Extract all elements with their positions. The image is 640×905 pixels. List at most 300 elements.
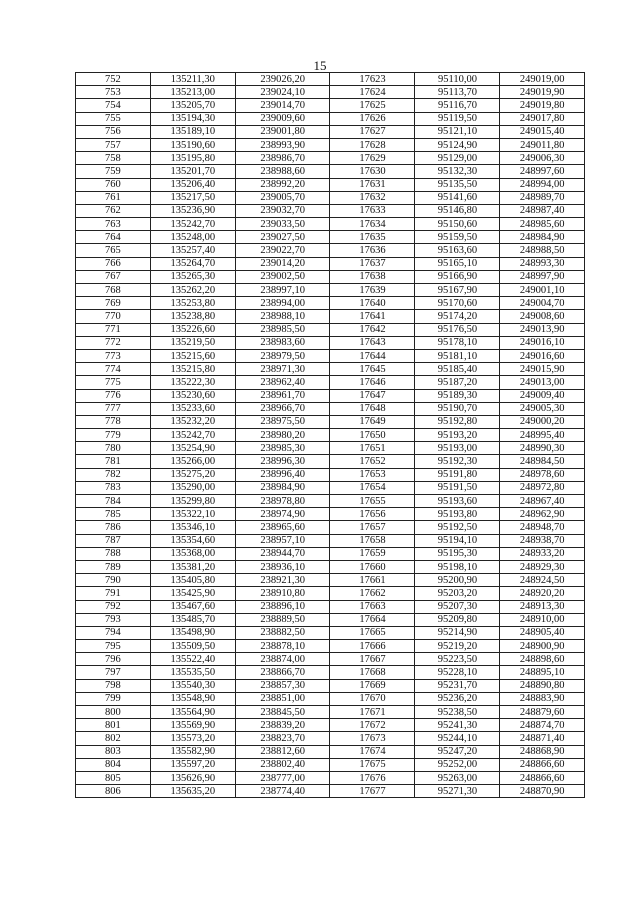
x-coordinate-cell: 135194,30: [150, 112, 235, 125]
x-coordinate-2-cell: 95228,10: [415, 666, 500, 679]
x-coordinate-2-cell: 95163,60: [415, 244, 500, 257]
point-number-2-cell: 17658: [330, 534, 415, 547]
table-row: [76, 574, 585, 587]
x-coordinate-cell: 135248,00: [150, 231, 235, 244]
y-coordinate-cell: 238823,70: [235, 732, 330, 745]
table-row: [76, 363, 585, 376]
table-row: [76, 73, 585, 86]
point-number-cell: 791: [76, 587, 151, 600]
table-row: [76, 112, 585, 125]
x-coordinate-2-cell: 95192,80: [415, 415, 500, 428]
point-number-cell: 755: [76, 112, 151, 125]
y-coordinate-2-cell: 248905,40: [500, 626, 585, 639]
table-row: [76, 270, 585, 283]
point-number-2-cell: 17649: [330, 415, 415, 428]
point-number-2-cell: 17648: [330, 402, 415, 415]
point-number-cell: 806: [76, 785, 151, 798]
x-coordinate-cell: 135573,20: [150, 732, 235, 745]
y-coordinate-cell: 239033,50: [235, 218, 330, 231]
y-coordinate-cell: 238866,70: [235, 666, 330, 679]
x-coordinate-cell: 135264,70: [150, 257, 235, 270]
x-coordinate-cell: 135425,90: [150, 587, 235, 600]
table-row: [76, 442, 585, 455]
x-coordinate-2-cell: 95166,90: [415, 270, 500, 283]
point-number-cell: 805: [76, 771, 151, 784]
x-coordinate-cell: 135564,90: [150, 706, 235, 719]
y-coordinate-2-cell: 248895,10: [500, 666, 585, 679]
point-number-2-cell: 17654: [330, 481, 415, 494]
x-coordinate-cell: 135265,30: [150, 270, 235, 283]
x-coordinate-2-cell: 95141,60: [415, 191, 500, 204]
table-row: [76, 389, 585, 402]
y-coordinate-2-cell: 249001,10: [500, 284, 585, 297]
x-coordinate-cell: 135217,50: [150, 191, 235, 204]
point-number-cell: 792: [76, 600, 151, 613]
x-coordinate-cell: 135467,60: [150, 600, 235, 613]
x-coordinate-cell: 135299,80: [150, 495, 235, 508]
x-coordinate-2-cell: 95200,90: [415, 574, 500, 587]
y-coordinate-cell: 238851,00: [235, 692, 330, 705]
point-number-2-cell: 17634: [330, 218, 415, 231]
point-number-cell: 793: [76, 613, 151, 626]
point-number-2-cell: 17645: [330, 363, 415, 376]
x-coordinate-2-cell: 95244,10: [415, 732, 500, 745]
x-coordinate-cell: 135498,90: [150, 626, 235, 639]
x-coordinate-cell: 135242,70: [150, 218, 235, 231]
x-coordinate-cell: 135275,20: [150, 468, 235, 481]
x-coordinate-2-cell: 95174,20: [415, 310, 500, 323]
y-coordinate-2-cell: 248924,50: [500, 574, 585, 587]
y-coordinate-2-cell: 248938,70: [500, 534, 585, 547]
table-row: [76, 336, 585, 349]
point-number-cell: 760: [76, 178, 151, 191]
point-number-cell: 786: [76, 521, 151, 534]
x-coordinate-2-cell: 95198,10: [415, 560, 500, 573]
y-coordinate-2-cell: 248972,80: [500, 481, 585, 494]
point-number-cell: 804: [76, 758, 151, 771]
point-number-2-cell: 17638: [330, 270, 415, 283]
x-coordinate-2-cell: 95191,80: [415, 468, 500, 481]
table-row: [76, 613, 585, 626]
point-number-2-cell: 17673: [330, 732, 415, 745]
table-row: [76, 415, 585, 428]
point-number-2-cell: 17661: [330, 574, 415, 587]
point-number-cell: 798: [76, 679, 151, 692]
x-coordinate-cell: 135485,70: [150, 613, 235, 626]
point-number-cell: 794: [76, 626, 151, 639]
table-row: [76, 600, 585, 613]
x-coordinate-2-cell: 95135,50: [415, 178, 500, 191]
x-coordinate-2-cell: 95167,90: [415, 284, 500, 297]
table-row: [76, 745, 585, 758]
x-coordinate-cell: 135215,60: [150, 349, 235, 362]
x-coordinate-cell: 135232,20: [150, 415, 235, 428]
x-coordinate-2-cell: 95146,80: [415, 204, 500, 217]
point-number-cell: 771: [76, 323, 151, 336]
table-row: [76, 455, 585, 468]
point-number-2-cell: 17641: [330, 310, 415, 323]
point-number-cell: 802: [76, 732, 151, 745]
y-coordinate-cell: 239009,60: [235, 112, 330, 125]
x-coordinate-2-cell: 95119,50: [415, 112, 500, 125]
point-number-2-cell: 17640: [330, 297, 415, 310]
y-coordinate-2-cell: 248962,90: [500, 508, 585, 521]
point-number-cell: 780: [76, 442, 151, 455]
table-row: [76, 468, 585, 481]
x-coordinate-2-cell: 95238,50: [415, 706, 500, 719]
y-coordinate-cell: 238936,10: [235, 560, 330, 573]
x-coordinate-cell: 135405,80: [150, 574, 235, 587]
y-coordinate-cell: 239014,70: [235, 99, 330, 112]
table-row: [76, 679, 585, 692]
x-coordinate-2-cell: 95231,70: [415, 679, 500, 692]
point-number-cell: 788: [76, 547, 151, 560]
x-coordinate-cell: 135242,70: [150, 429, 235, 442]
point-number-2-cell: 17633: [330, 204, 415, 217]
point-number-2-cell: 17639: [330, 284, 415, 297]
point-number-2-cell: 17668: [330, 666, 415, 679]
y-coordinate-2-cell: 249011,80: [500, 138, 585, 151]
y-coordinate-2-cell: 248866,60: [500, 758, 585, 771]
point-number-2-cell: 17664: [330, 613, 415, 626]
point-number-cell: 781: [76, 455, 151, 468]
point-number-2-cell: 17655: [330, 495, 415, 508]
y-coordinate-cell: 238971,30: [235, 363, 330, 376]
y-coordinate-cell: 239032,70: [235, 204, 330, 217]
table-row: [76, 666, 585, 679]
x-coordinate-2-cell: 95193,80: [415, 508, 500, 521]
y-coordinate-2-cell: 248984,50: [500, 455, 585, 468]
x-coordinate-cell: 135626,90: [150, 771, 235, 784]
x-coordinate-cell: 135290,00: [150, 481, 235, 494]
table-row: [76, 771, 585, 784]
y-coordinate-cell: 238974,90: [235, 508, 330, 521]
point-number-2-cell: 17674: [330, 745, 415, 758]
point-number-2-cell: 17667: [330, 653, 415, 666]
point-number-cell: 758: [76, 152, 151, 165]
x-coordinate-cell: 135381,20: [150, 560, 235, 573]
y-coordinate-2-cell: 248870,90: [500, 785, 585, 798]
x-coordinate-2-cell: 95110,00: [415, 73, 500, 86]
y-coordinate-cell: 238965,60: [235, 521, 330, 534]
x-coordinate-cell: 135522,40: [150, 653, 235, 666]
point-number-2-cell: 17628: [330, 138, 415, 151]
x-coordinate-cell: 135230,60: [150, 389, 235, 402]
x-coordinate-2-cell: 95159,50: [415, 231, 500, 244]
y-coordinate-cell: 238994,00: [235, 297, 330, 310]
y-coordinate-cell: 238996,40: [235, 468, 330, 481]
coordinates-table: [75, 72, 585, 798]
point-number-2-cell: 17636: [330, 244, 415, 257]
y-coordinate-cell: 238839,20: [235, 719, 330, 732]
x-coordinate-2-cell: 95252,00: [415, 758, 500, 771]
point-number-cell: 799: [76, 692, 151, 705]
y-coordinate-cell: 238774,40: [235, 785, 330, 798]
point-number-2-cell: 17627: [330, 125, 415, 138]
y-coordinate-2-cell: 248910,00: [500, 613, 585, 626]
point-number-2-cell: 17653: [330, 468, 415, 481]
table-row: [76, 138, 585, 151]
point-number-cell: 779: [76, 429, 151, 442]
y-coordinate-cell: 239001,80: [235, 125, 330, 138]
point-number-cell: 801: [76, 719, 151, 732]
y-coordinate-2-cell: 248920,20: [500, 587, 585, 600]
y-coordinate-cell: 238988,60: [235, 165, 330, 178]
x-coordinate-cell: 135368,00: [150, 547, 235, 560]
x-coordinate-cell: 135236,90: [150, 204, 235, 217]
point-number-cell: 778: [76, 415, 151, 428]
y-coordinate-cell: 238882,50: [235, 626, 330, 639]
y-coordinate-cell: 238777,00: [235, 771, 330, 784]
x-coordinate-cell: 135213,00: [150, 86, 235, 99]
x-coordinate-cell: 135219,50: [150, 336, 235, 349]
x-coordinate-2-cell: 95150,60: [415, 218, 500, 231]
point-number-cell: 754: [76, 99, 151, 112]
x-coordinate-2-cell: 95203,20: [415, 587, 500, 600]
y-coordinate-cell: 238812,60: [235, 745, 330, 758]
table-row: [76, 547, 585, 560]
x-coordinate-2-cell: 95247,20: [415, 745, 500, 758]
x-coordinate-cell: 135582,90: [150, 745, 235, 758]
x-coordinate-cell: 135195,80: [150, 152, 235, 165]
point-number-cell: 762: [76, 204, 151, 217]
point-number-2-cell: 17656: [330, 508, 415, 521]
x-coordinate-2-cell: 95209,80: [415, 613, 500, 626]
y-coordinate-2-cell: 248866,60: [500, 771, 585, 784]
y-coordinate-2-cell: 249017,80: [500, 112, 585, 125]
table-row: [76, 719, 585, 732]
table-row: [76, 310, 585, 323]
table-row: [76, 349, 585, 362]
x-coordinate-2-cell: 95192,50: [415, 521, 500, 534]
y-coordinate-2-cell: 249013,90: [500, 323, 585, 336]
x-coordinate-cell: 135226,60: [150, 323, 235, 336]
x-coordinate-2-cell: 95271,30: [415, 785, 500, 798]
y-coordinate-cell: 238985,50: [235, 323, 330, 336]
point-number-2-cell: 17629: [330, 152, 415, 165]
x-coordinate-cell: 135257,40: [150, 244, 235, 257]
point-number-cell: 783: [76, 481, 151, 494]
x-coordinate-2-cell: 95214,90: [415, 626, 500, 639]
point-number-cell: 795: [76, 640, 151, 653]
point-number-cell: 773: [76, 349, 151, 362]
y-coordinate-cell: 238896,10: [235, 600, 330, 613]
x-coordinate-cell: 135597,20: [150, 758, 235, 771]
table-row: [76, 626, 585, 639]
table-row: [76, 99, 585, 112]
x-coordinate-2-cell: 95185,40: [415, 363, 500, 376]
table-row: [76, 508, 585, 521]
point-number-cell: 757: [76, 138, 151, 151]
point-number-cell: 770: [76, 310, 151, 323]
point-number-cell: 785: [76, 508, 151, 521]
point-number-2-cell: 17666: [330, 640, 415, 653]
y-coordinate-2-cell: 249016,10: [500, 336, 585, 349]
table-row: [76, 481, 585, 494]
point-number-2-cell: 17670: [330, 692, 415, 705]
point-number-2-cell: 17651: [330, 442, 415, 455]
y-coordinate-2-cell: 248868,90: [500, 745, 585, 758]
y-coordinate-cell: 238992,20: [235, 178, 330, 191]
x-coordinate-2-cell: 95193,60: [415, 495, 500, 508]
x-coordinate-2-cell: 95194,10: [415, 534, 500, 547]
y-coordinate-2-cell: 248871,40: [500, 732, 585, 745]
y-coordinate-2-cell: 248898,60: [500, 653, 585, 666]
y-coordinate-cell: 238996,30: [235, 455, 330, 468]
point-number-2-cell: 17626: [330, 112, 415, 125]
point-number-cell: 761: [76, 191, 151, 204]
point-number-2-cell: 17647: [330, 389, 415, 402]
y-coordinate-cell: 238845,50: [235, 706, 330, 719]
y-coordinate-cell: 238993,90: [235, 138, 330, 151]
y-coordinate-cell: 239027,50: [235, 231, 330, 244]
table-row: [76, 244, 585, 257]
y-coordinate-2-cell: 249019,80: [500, 99, 585, 112]
x-coordinate-2-cell: 95263,00: [415, 771, 500, 784]
y-coordinate-2-cell: 248879,60: [500, 706, 585, 719]
point-number-cell: 752: [76, 73, 151, 86]
x-coordinate-2-cell: 95192,30: [415, 455, 500, 468]
point-number-cell: 787: [76, 534, 151, 547]
x-coordinate-cell: 135254,90: [150, 442, 235, 455]
y-coordinate-cell: 238889,50: [235, 613, 330, 626]
table-body: [76, 73, 585, 798]
y-coordinate-cell: 238997,10: [235, 284, 330, 297]
point-number-2-cell: 17630: [330, 165, 415, 178]
point-number-cell: 776: [76, 389, 151, 402]
point-number-2-cell: 17669: [330, 679, 415, 692]
table-row: [76, 785, 585, 798]
x-coordinate-cell: 135206,40: [150, 178, 235, 191]
point-number-cell: 800: [76, 706, 151, 719]
table-row: [76, 402, 585, 415]
y-coordinate-2-cell: 248989,70: [500, 191, 585, 204]
y-coordinate-cell: 238983,60: [235, 336, 330, 349]
y-coordinate-2-cell: 248990,30: [500, 442, 585, 455]
y-coordinate-2-cell: 249016,60: [500, 349, 585, 362]
x-coordinate-2-cell: 95116,70: [415, 99, 500, 112]
table-row: [76, 692, 585, 705]
x-coordinate-2-cell: 95165,10: [415, 257, 500, 270]
point-number-2-cell: 17644: [330, 349, 415, 362]
x-coordinate-cell: 135201,70: [150, 165, 235, 178]
point-number-cell: 753: [76, 86, 151, 99]
x-coordinate-cell: 135354,60: [150, 534, 235, 547]
y-coordinate-2-cell: 248948,70: [500, 521, 585, 534]
x-coordinate-cell: 135238,80: [150, 310, 235, 323]
x-coordinate-cell: 135205,70: [150, 99, 235, 112]
y-coordinate-2-cell: 248929,30: [500, 560, 585, 573]
point-number-2-cell: 17650: [330, 429, 415, 442]
point-number-cell: 774: [76, 363, 151, 376]
x-coordinate-cell: 135189,10: [150, 125, 235, 138]
point-number-2-cell: 17672: [330, 719, 415, 732]
table-row: [76, 191, 585, 204]
x-coordinate-2-cell: 95207,30: [415, 600, 500, 613]
x-coordinate-cell: 135211,30: [150, 73, 235, 86]
x-coordinate-cell: 135222,30: [150, 376, 235, 389]
x-coordinate-2-cell: 95193,00: [415, 442, 500, 455]
y-coordinate-cell: 239005,70: [235, 191, 330, 204]
point-number-2-cell: 17642: [330, 323, 415, 336]
y-coordinate-2-cell: 248994,00: [500, 178, 585, 191]
table-row: [76, 284, 585, 297]
y-coordinate-2-cell: 249006,30: [500, 152, 585, 165]
point-number-cell: 789: [76, 560, 151, 573]
y-coordinate-2-cell: 248988,50: [500, 244, 585, 257]
y-coordinate-2-cell: 248933,20: [500, 547, 585, 560]
point-number-cell: 765: [76, 244, 151, 257]
y-coordinate-2-cell: 248993,30: [500, 257, 585, 270]
x-coordinate-cell: 135509,50: [150, 640, 235, 653]
x-coordinate-cell: 135569,90: [150, 719, 235, 732]
y-coordinate-cell: 238978,80: [235, 495, 330, 508]
point-number-2-cell: 17652: [330, 455, 415, 468]
x-coordinate-2-cell: 95181,10: [415, 349, 500, 362]
y-coordinate-2-cell: 248967,40: [500, 495, 585, 508]
x-coordinate-2-cell: 95191,50: [415, 481, 500, 494]
point-number-2-cell: 17643: [330, 336, 415, 349]
x-coordinate-2-cell: 95195,30: [415, 547, 500, 560]
table-row: [76, 429, 585, 442]
x-coordinate-2-cell: 95190,70: [415, 402, 500, 415]
x-coordinate-cell: 135190,60: [150, 138, 235, 151]
x-coordinate-cell: 135266,00: [150, 455, 235, 468]
point-number-cell: 777: [76, 402, 151, 415]
point-number-cell: 769: [76, 297, 151, 310]
point-number-cell: 790: [76, 574, 151, 587]
x-coordinate-2-cell: 95193,20: [415, 429, 500, 442]
x-coordinate-2-cell: 95129,00: [415, 152, 500, 165]
point-number-2-cell: 17646: [330, 376, 415, 389]
y-coordinate-2-cell: 248900,90: [500, 640, 585, 653]
x-coordinate-2-cell: 95189,30: [415, 389, 500, 402]
y-coordinate-cell: 239026,20: [235, 73, 330, 86]
point-number-2-cell: 17671: [330, 706, 415, 719]
point-number-2-cell: 17659: [330, 547, 415, 560]
y-coordinate-cell: 238857,30: [235, 679, 330, 692]
x-coordinate-2-cell: 95178,10: [415, 336, 500, 349]
point-number-cell: 766: [76, 257, 151, 270]
table-row: [76, 587, 585, 600]
x-coordinate-cell: 135540,30: [150, 679, 235, 692]
x-coordinate-2-cell: 95132,30: [415, 165, 500, 178]
y-coordinate-2-cell: 249013,00: [500, 376, 585, 389]
y-coordinate-cell: 238874,00: [235, 653, 330, 666]
table-row: [76, 152, 585, 165]
y-coordinate-2-cell: 249004,70: [500, 297, 585, 310]
y-coordinate-cell: 238961,70: [235, 389, 330, 402]
y-coordinate-2-cell: 248997,90: [500, 270, 585, 283]
table-row: [76, 204, 585, 217]
table-row: [76, 178, 585, 191]
y-coordinate-2-cell: 249019,00: [500, 73, 585, 86]
point-number-2-cell: 17624: [330, 86, 415, 99]
table-row: [76, 165, 585, 178]
point-number-2-cell: 17637: [330, 257, 415, 270]
y-coordinate-cell: 239002,50: [235, 270, 330, 283]
x-coordinate-cell: 135215,80: [150, 363, 235, 376]
table-row: [76, 376, 585, 389]
page-number: 15: [313, 58, 327, 73]
x-coordinate-cell: 135322,10: [150, 508, 235, 521]
point-number-cell: 763: [76, 218, 151, 231]
table-row: [76, 534, 585, 547]
y-coordinate-cell: 238975,50: [235, 415, 330, 428]
x-coordinate-cell: 135346,10: [150, 521, 235, 534]
point-number-cell: 764: [76, 231, 151, 244]
x-coordinate-cell: 135262,20: [150, 284, 235, 297]
